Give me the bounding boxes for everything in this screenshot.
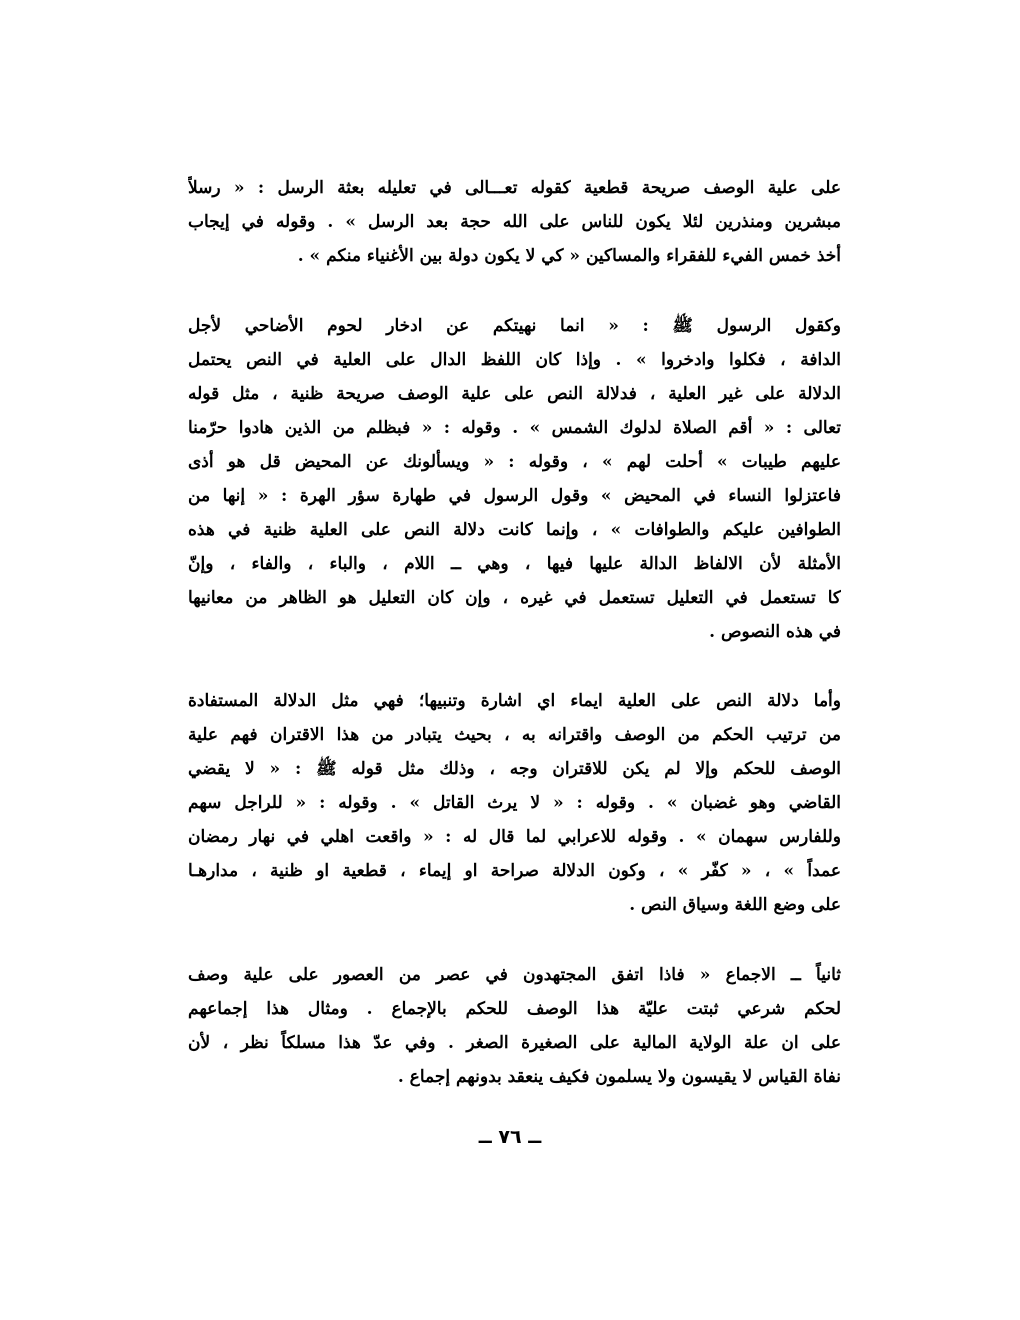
text-line: على علية الوصف صريحة قطعية كقوله تعـــالى في تعليله بعثة الرسل : « رسلاً xyxy=(188,178,841,198)
text-line: نفاة القياس لا يقيسون ولا يسلمون فكيف ينعقد بدونهم إجماع . xyxy=(397,1067,841,1087)
text-line: وللفارس سهمان » . وقوله للاعرابي لما قال له : « واقعت اهلي في نهار رمضان xyxy=(188,827,841,847)
text-line: أخذ خمس الفيء للفقراء والمساكين « كي لا يكون دولة بين الأغنياء منكم » . xyxy=(297,246,841,266)
text-line: ثانياً ــ الاجماع « فاذا اتفق المجتهدون في عصر من العصور على علية وصف xyxy=(188,965,841,985)
text-line: من ترتيب الحكم من الوصف واقترانه به ، بحيث يتبادر من هذا الاقتران فهم علية xyxy=(188,725,841,745)
text-line: وأما دلالة النص على العلية ايماء اي اشارة وتنبيها؛ فهي مثل الدلالة المستفادة xyxy=(188,691,841,711)
text-line: عمداً » ، « كفّر » ، وكون الدلالة صراحة او إيماء ، قطعية او ظنية ، مدارهـا xyxy=(188,861,841,881)
page-number: ــ ٧٦ ــ xyxy=(478,1126,542,1148)
text-line: وكقول الرسول ﷺ : « انما نهيتكم عن ادخار لحوم الأضاحي لأجل xyxy=(188,316,841,336)
paragraph-4 xyxy=(188,958,841,1094)
text-line: كا تستعمل في التعليل تستعمل في غيره ، وإن كان التعليل هو الظاهر من معانيها xyxy=(188,588,841,608)
text-line: الطوافين عليكم والطوافات » ، وإنما كانت دلالة النص على العلية ظنية في هذه xyxy=(188,520,841,540)
text-line: فاعتزلوا النساء في المحيض » وقول الرسول في طهارة سؤر الهرة : « إنها من xyxy=(188,486,841,506)
text-line: تعالى : « أقم الصلاة لدلوك الشمس » . وقوله : « فبظلم من الذين هادوا حرّمنا xyxy=(188,418,841,438)
text-line: على ان علة الولاية المالية على الصغيرة الصغر . وفي عدّ هذا مسلكاً نظر ، لأن xyxy=(188,1033,841,1053)
paragraph-1 xyxy=(188,171,841,273)
paragraph-2 xyxy=(188,309,841,649)
text-line: الدلالة على غير العلية ، فدلالة النص على علية الوصف صريحة ظنية ، مثل قوله xyxy=(188,384,841,404)
text-line: القاضي وهو غضبان » . وقوله : « لا يرث القاتل » . وقوله : « للراجل سهم xyxy=(188,793,841,813)
paragraph-3 xyxy=(188,684,841,922)
text-line: في هذه النصوص . xyxy=(709,622,841,642)
text-line: الدافة ، فكلوا وادخروا » . وإذا كان اللفظ الدال على العلية في النص يحتمل xyxy=(188,350,841,370)
text-line: على وضع اللغة وسياق النص . xyxy=(629,895,841,915)
text-line: مبشرين ومنذرين لئلا يكون للناس على الله حجة بعد الرسل » . وقوله في إيجاب xyxy=(188,212,841,232)
text-line: الأمثلة لأن الالفاظ الدالة عليها فيها ، وهي ــ اللام ، والباء ، والفاء ، وإنّ xyxy=(188,554,841,574)
text-line: الوصف للحكم وإلا لم يكن للاقتران وجه ، وذلك مثل قوله ﷺ : « لا يقضي xyxy=(188,759,841,779)
text-line: لحكم شرعي ثبتت عليّة هذا الوصف للحكم بالإجماع . ومثال هذا إجماعهم xyxy=(188,999,841,1019)
text-line: عليهم طيبات » أحلت لهم » ، وقوله : « ويسألونك عن المحيض قل هو أذى xyxy=(188,452,841,472)
